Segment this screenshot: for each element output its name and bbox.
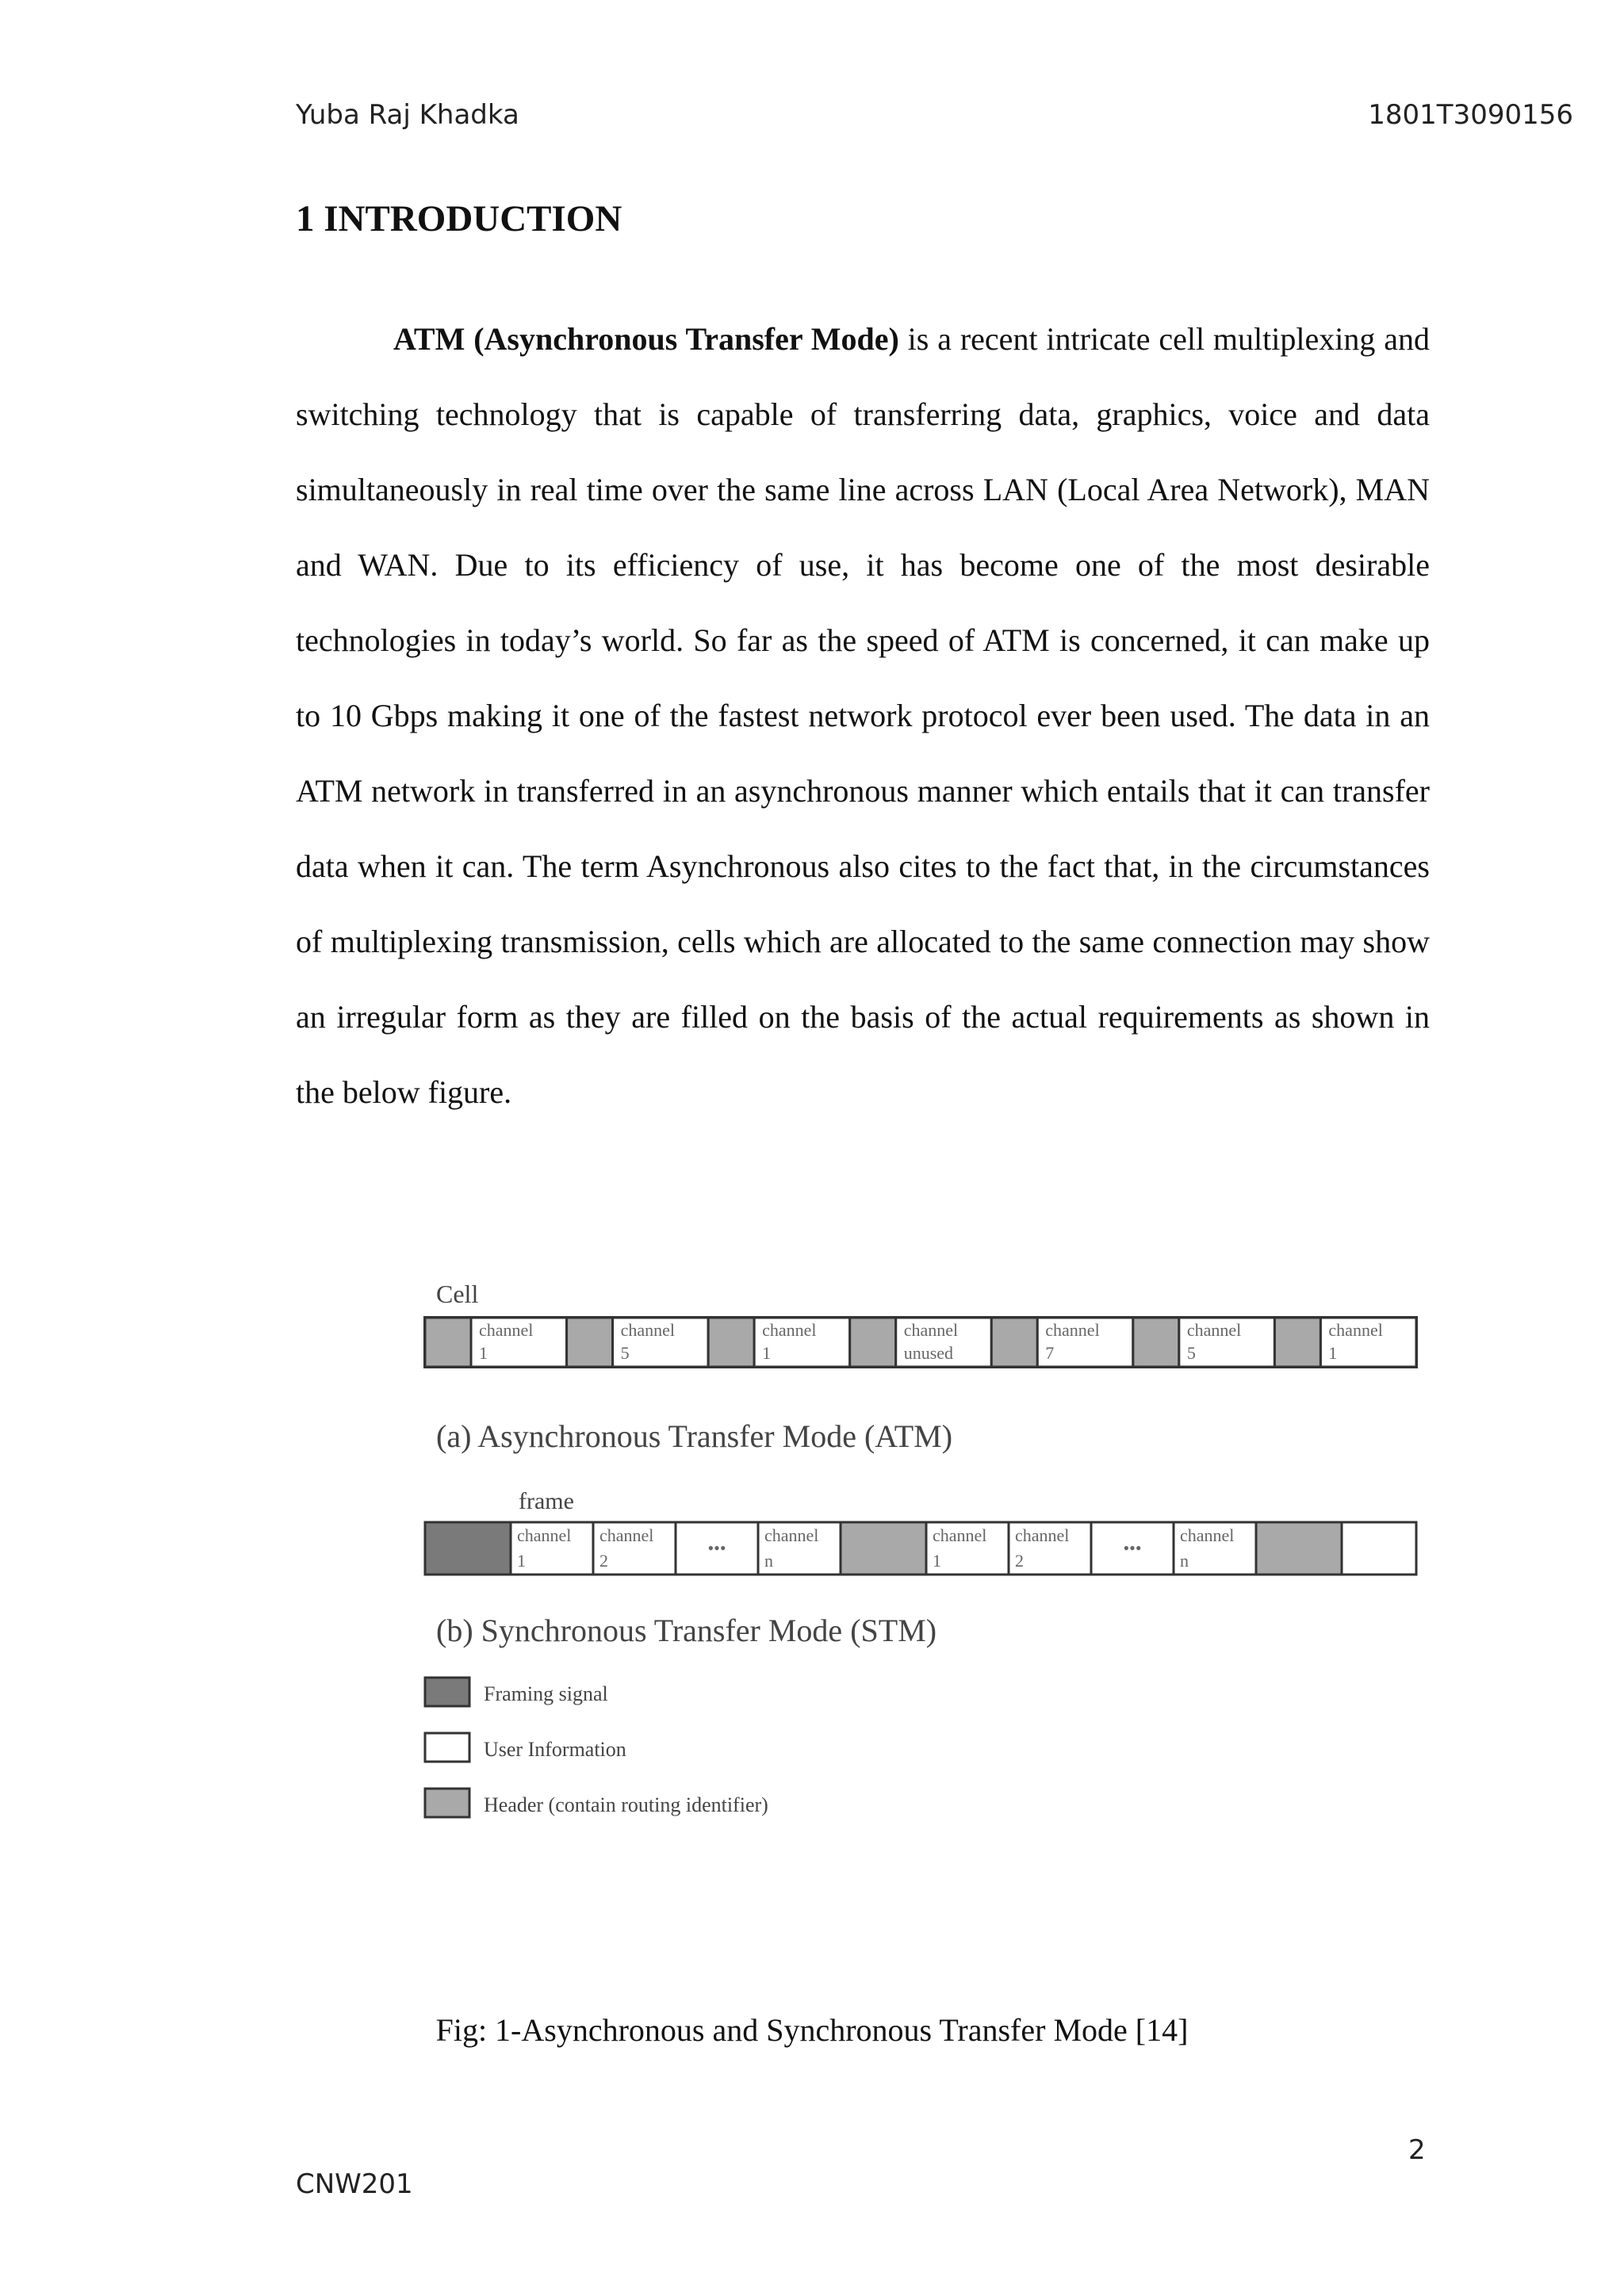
stm-slot-channel-id: 1: [933, 1551, 941, 1571]
stm-slot-channel-label: channel: [1180, 1525, 1235, 1545]
atm-cell-header: [425, 1318, 471, 1367]
section-title: 1 INTRODUCTION: [296, 198, 622, 239]
atm-cell-header: [1274, 1318, 1320, 1367]
legend-swatch: [425, 1789, 469, 1817]
legend-swatch: [425, 1678, 469, 1706]
legend-label: Framing signal: [484, 1682, 608, 1705]
page-number: 2: [1408, 2134, 1426, 2166]
atm-cell-header: [991, 1318, 1037, 1367]
atm-cell-channel-label: channel: [1045, 1320, 1100, 1340]
atm-cell-channel-id: 1: [762, 1343, 772, 1363]
header-student-id: 1801T3090156: [1368, 99, 1573, 131]
stm-framing-signal: [425, 1522, 511, 1575]
atm-stm-figure: [420, 1284, 1419, 1839]
atm-cell-header: [708, 1318, 754, 1367]
header-author: Yuba Raj Khadka: [296, 99, 519, 131]
stm-frame-row: [425, 1522, 1416, 1575]
atm-cell-channel-id: 7: [1045, 1343, 1055, 1363]
atm-cell-channel-label: channel: [1186, 1320, 1242, 1340]
legend-label: User Information: [484, 1738, 626, 1761]
atm-cell-channel-id: 5: [1186, 1343, 1196, 1363]
atm-cell-header: [1133, 1318, 1179, 1367]
stm-slot-channel-id: 2: [1015, 1551, 1024, 1571]
intro-paragraph: [296, 301, 1430, 1130]
atm-cell-channel-label: channel: [1328, 1320, 1383, 1340]
atm-cell-channel-label: channel: [479, 1320, 534, 1340]
atm-cell-channel-id: unused: [903, 1343, 954, 1363]
stm-frame-label: frame: [519, 1488, 574, 1514]
atm-cell-channel-id: 1: [479, 1343, 488, 1363]
atm-cell-channel-label: channel: [903, 1320, 959, 1340]
stm-slot-channel-label: channel: [517, 1525, 572, 1545]
intro-lead-bold: ATM (Asynchronous Transfer Mode): [393, 321, 899, 357]
atm-cell-channel-id: 1: [1328, 1343, 1338, 1363]
stm-slot-channel-label: channel: [764, 1525, 819, 1545]
atm-stm-diagram: [420, 1284, 1419, 1839]
atm-caption: (a) Asynchronous Transfer Mode (ATM): [436, 1418, 953, 1454]
atm-cell-channel-label: channel: [620, 1320, 675, 1340]
stm-slot-channel-label: channel: [1015, 1525, 1070, 1545]
stm-slot-ellipsis: •••: [707, 1538, 726, 1558]
atm-cell-channel-label: channel: [762, 1320, 817, 1340]
figure-legend: [425, 1678, 768, 1817]
atm-cell-channel-id: 5: [620, 1343, 630, 1363]
legend-swatch: [425, 1733, 469, 1762]
footer-course-code: CNW201: [296, 2168, 413, 2200]
stm-caption: (b) Synchronous Transfer Mode (STM): [436, 1613, 937, 1648]
atm-cell-header: [850, 1318, 896, 1367]
atm-cell-row: [425, 1318, 1416, 1367]
figure-caption: Fig: 1-Asynchronous and Synchronous Transfer Mode [14]: [435, 2012, 1189, 2048]
stm-slot-ellipsis: •••: [1123, 1538, 1142, 1558]
atm-cell-label: Cell: [436, 1284, 479, 1308]
stm-slot-trailing: [1342, 1522, 1416, 1575]
intro-body-text: is a recent intricate cell multiplexing and switching technology that is capable of transferring data, graphics, voice and data simultaneously in real time over the same line across LAN (Local Area Network), MAN and WAN. Due to its efficiency of use, it has become one of the most desirable technologies in today’s world. So far as the speed of ATM is concerned, it can make up to 10 Gbps making it one of the fastest network protocol ever been used. The data in an ATM network in transferred in an asynchronous manner which entails that it can transfer data when it can. The term Asynchronous also cites to the fact that, in the circumstances of multiplexing transmission, cells which are allocated to the same connection may show an irregular form as they are filled on the basis of the actual requirements as shown in the below figure.: [296, 321, 1430, 1110]
legend-label: Header (contain routing identifier): [484, 1793, 768, 1816]
stm-slot-channel-id: 2: [599, 1551, 608, 1571]
stm-slot-channel-label: channel: [933, 1525, 987, 1545]
stm-slot-channel-id: 1: [517, 1551, 526, 1571]
stm-slot-channel-id: n: [1180, 1551, 1189, 1571]
stm-slot-channel-label: channel: [599, 1525, 654, 1545]
stm-slot-channel-id: n: [764, 1551, 773, 1571]
atm-cell-header: [567, 1318, 613, 1367]
stm-frame-gap: [1256, 1522, 1342, 1575]
stm-frame-gap: [841, 1522, 926, 1575]
